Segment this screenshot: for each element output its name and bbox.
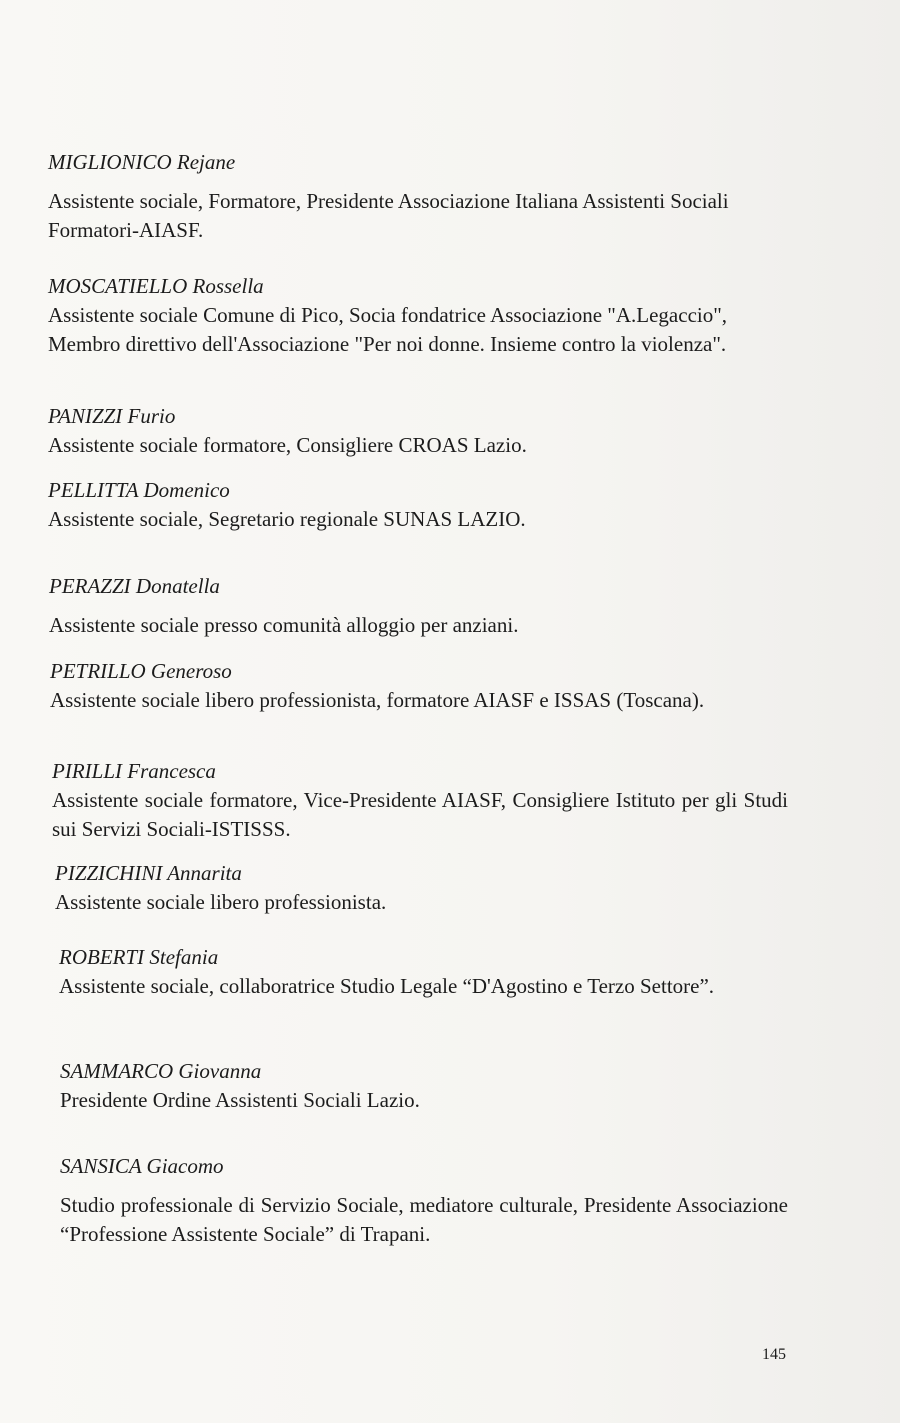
page-number: 145 [762,1346,786,1363]
entry-description: Assistente sociale formatore, Consigliere CROAS Lazio. [48,433,527,457]
entry-description: Assistente sociale, collaboratrice Studio Legale “D'Agostino e Terzo Settore”. [59,974,715,998]
entry-name: PETRILLO Generoso [50,659,232,683]
entry-pirilli [52,757,788,844]
entry-name: PIZZICHINI Annarita [55,861,242,885]
entry-name: PIRILLI Francesca [52,759,216,783]
entry-name: SAMMARCO Giovanna [60,1059,262,1083]
entry-description: Presidente Ordine Assistenti Sociali Lazio. [60,1088,420,1112]
entry-miglionico [48,148,760,245]
entry-name: MOSCATIELLO Rossella [48,274,264,298]
entry-moscatiello [48,272,778,359]
entry-description: Assistente sociale Comune di Pico, Socia fondatrice Associazione "A.Legaccio", Membro direttivo dell'Associazione "Per noi donne. Insieme contro la violenza". [48,303,728,356]
entry-name: PANIZZI Furio [48,404,176,428]
entry-name: PERAZZI Donatella [49,574,220,598]
entry-name: SANSICA Giacomo [60,1154,224,1178]
entry-name: MIGLIONICO Rejane [48,150,236,174]
entry-panizzi [48,402,760,460]
entry-sammarco [60,1057,772,1115]
entry-description: Studio professionale di Servizio Sociale, mediatore culturale, Presidente Associazione “Professione Assistente Sociale” di Trapani. [60,1193,788,1246]
entry-pellitta [48,476,760,534]
entry-description: Assistente sociale presso comunità alloggio per anziani. [49,613,519,637]
entry-description: Assistente sociale, Formatore, Presidente Associazione Italiana Assistenti Sociali Formatori-AIASF. [48,189,729,242]
entry-name: PELLITTA Domenico [48,478,230,502]
entry-name: ROBERTI Stefania [59,945,219,969]
entry-description: Assistente sociale, Segretario regionale SUNAS LAZIO. [48,507,526,531]
entry-perazzi [49,572,761,640]
entry-description: Assistente sociale libero professionista, formatore AIASF e ISSAS (Toscana). [50,688,705,712]
entry-description: Assistente sociale libero professionista. [55,890,387,914]
entry-petrillo [50,657,778,715]
entry-description: Assistente sociale formatore, Vice-Presidente AIASF, Consigliere Istituto per gli Studi sui Servizi Sociali-ISTISSS. [52,788,788,841]
entry-sansica [60,1152,788,1249]
entry-pizzichini [55,859,767,917]
entry-roberti [59,943,785,1001]
